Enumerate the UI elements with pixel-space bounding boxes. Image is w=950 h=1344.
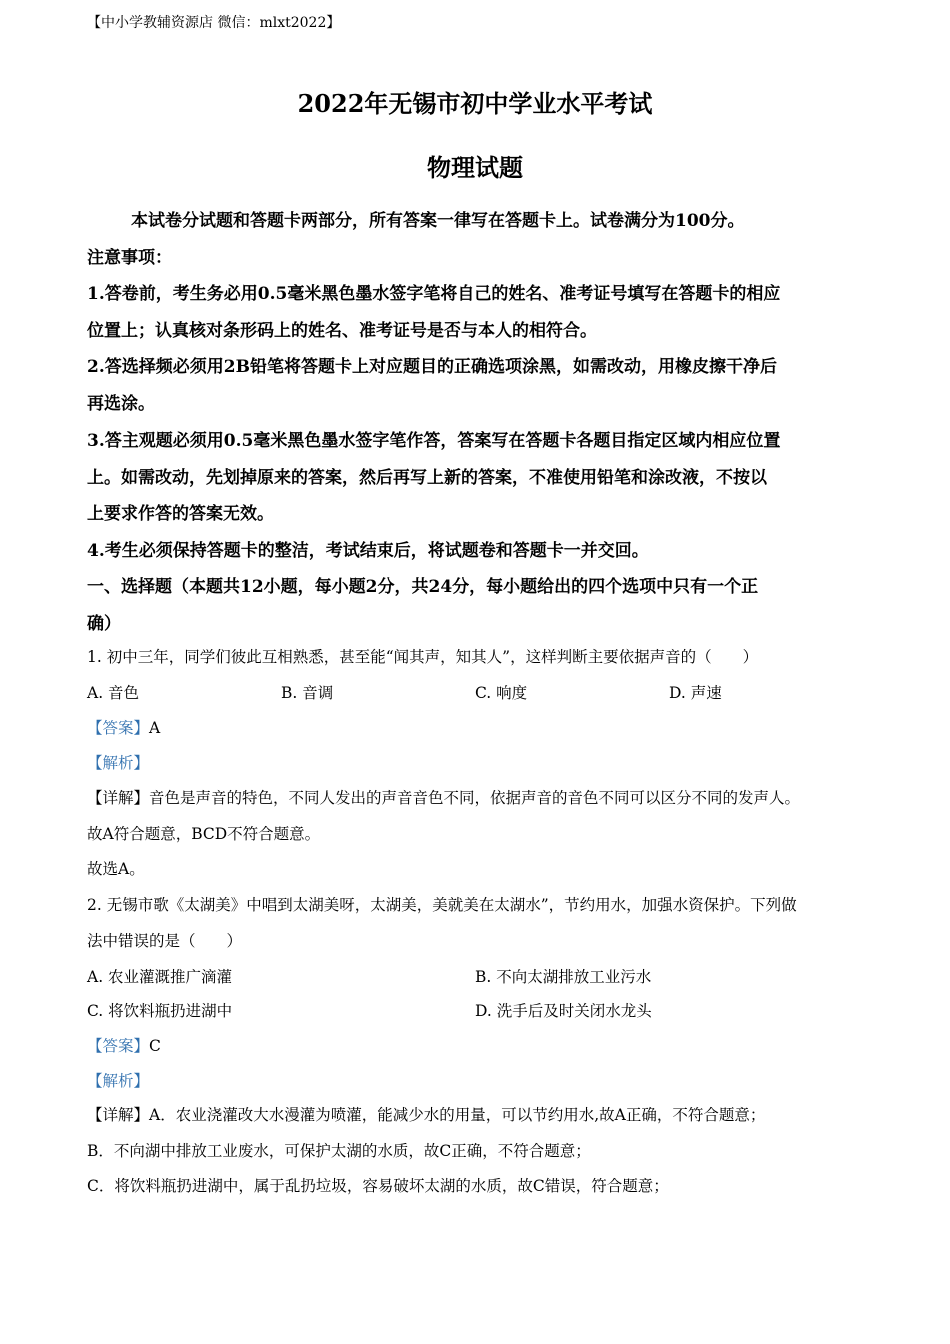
detail-tag: 【详解】 [87, 789, 150, 807]
notice-line: 1.答卷前，考生务必用0.5毫米黑色墨水签字笔将自己的姓名、准考证号填写在答题卡的相应 [87, 284, 781, 304]
q1-option-a: A. 音色 [87, 684, 140, 702]
q1-answer [87, 716, 160, 738]
q1-analysis-tag: 【解析】 [87, 754, 150, 772]
q1-conclusion: 故选A。 [87, 860, 145, 878]
q1-answer-value: A [149, 719, 161, 737]
q2-option-a: A. 农业灌溉推广滴灌 [87, 968, 233, 986]
answer-tag: 【答案】 [87, 719, 150, 737]
notice-line: 3.答主观题必须用0.5毫米黑色墨水签字笔作答，答案写在答题卡各题目指定区域内相应位置 [87, 431, 781, 451]
notice-line: 2.答选择频必须用2B铅笔将答题卡上对应题目的正确选项涂黑，如需改动，用橡皮擦干净后 [87, 357, 777, 377]
notice-heading: 注意事项： [87, 248, 172, 268]
q1-stem: 1. 初中三年，同学们彼此互相熟悉，甚至能“闻其声，知其人”，这样判断主要依据声音的（ ） [87, 648, 759, 666]
q2-stem-line2: 法中错误的是（ ） [87, 932, 243, 950]
notice-line: 4.考生必须保持答题卡的整洁，考试结束后，将试题卷和答题卡一并交回。 [87, 541, 649, 561]
q2-stem-line1: 2. 无锡市歌《太湖美》中唱到太湖美呀，太湖美，美就美在太湖水”，节约用水，加强水资保护。下列做 [87, 896, 797, 914]
intro-text: 本试卷分试题和答题卡两部分，所有答案一律写在答题卡上。试卷满分为100分。 [131, 211, 745, 231]
q2-option-b: B. 不向太湖排放工业污水 [475, 968, 652, 986]
section-heading: 确） [87, 614, 121, 634]
q2-analysis-tag: 【解析】 [87, 1072, 150, 1090]
page-subtitle: 物理试题 [427, 153, 523, 182]
q2-answer [87, 1034, 161, 1056]
q1-option-d: D. 声速 [669, 684, 722, 702]
q2-detail-2: B．不向湖中排放工业废水，可保护太湖的水质，故C正确，不符合题意； [87, 1142, 591, 1160]
q2-detail-text: A．农业浇灌改大水漫灌为喷灌，能减少水的用量，可以节约用水,故A正确，不符合题意； [149, 1106, 766, 1124]
notice-line: 再选涂。 [87, 394, 155, 414]
q2-option-c: C. 将饮料瓶扔进湖中 [87, 1002, 233, 1020]
q1-option-b: B. 音调 [281, 684, 334, 702]
notice-line: 位置上；认真核对条形码上的姓名、准考证号是否与本人的相符合。 [87, 321, 597, 341]
detail-tag: 【详解】 [87, 1106, 150, 1124]
q2-answer-value: C [149, 1037, 161, 1055]
q1-option-c: C. 响度 [475, 684, 528, 702]
page-title: 2022年无锡市初中学业水平考试 [297, 89, 653, 118]
notice-line: 上。如需改动，先划掉原来的答案，然后再写上新的答案，不准使用铅笔和涂改液，不按以 [87, 468, 767, 488]
section-heading: 一、选择题（本题共12小题，每小题2分，共24分，每小题给出的四个选项中只有一个正 [87, 577, 759, 597]
q1-detail-text: 音色是声音的特色，不同人发出的声音音色不同，依据声音的音色不同可以区分不同的发声人。 [149, 789, 801, 807]
header-note: 【中小学教辅资源店 微信：mlxt2022】 [87, 15, 341, 31]
q2-detail-3: C．将饮料瓶扔进湖中，属于乱扔垃圾，容易破坏太湖的水质，故C错误，符合题意； [87, 1177, 669, 1195]
q2-detail [87, 1103, 765, 1125]
q2-option-d: D. 洗手后及时关闭水龙头 [475, 1002, 652, 1020]
notice-line: 上要求作答的答案无效。 [87, 504, 274, 524]
answer-tag: 【答案】 [87, 1037, 150, 1055]
q1-detail [87, 786, 800, 808]
q1-detail-2: 故A符合题意，BCD不符合题意。 [87, 825, 321, 843]
